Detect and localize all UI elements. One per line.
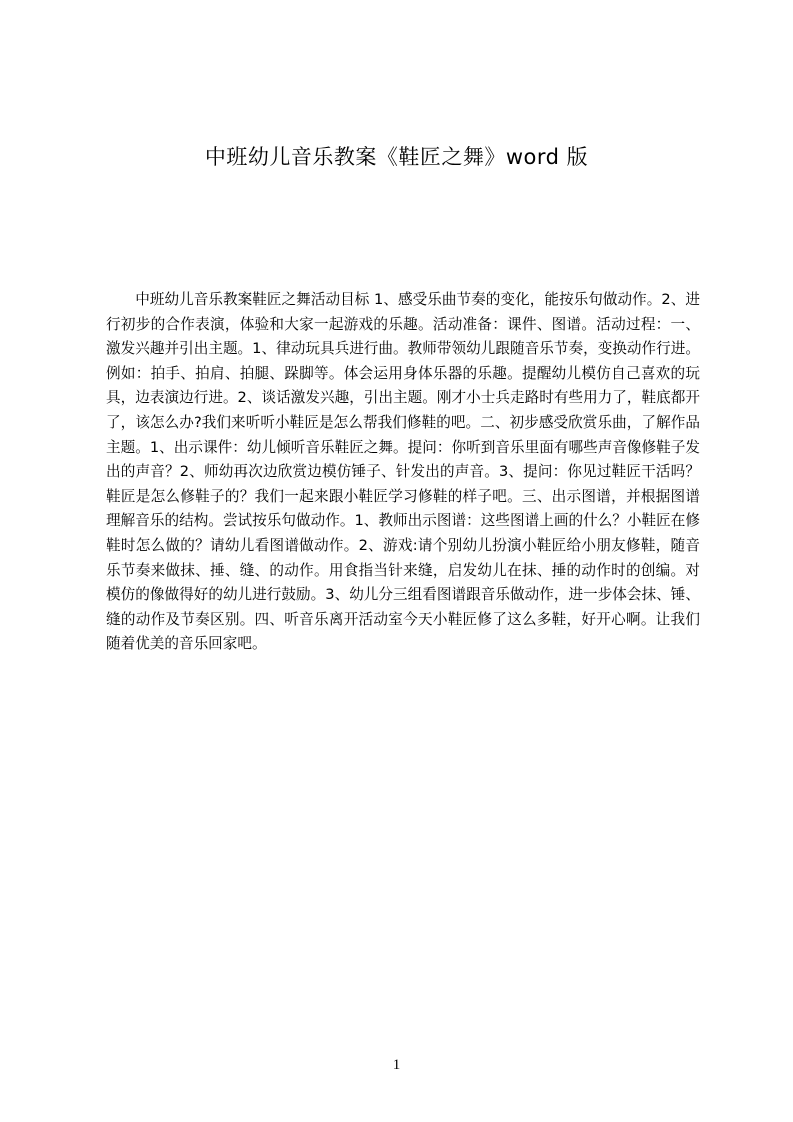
document-title: 中班幼儿音乐教案《鞋匠之舞》word 版	[204, 145, 589, 169]
page-number: 1	[392, 1057, 401, 1073]
document-body-paragraph: 中班幼儿音乐教案鞋匠之舞活动目标 1、感受乐曲节奏的变化，能按乐句做动作。2、进行初步的合作表演，体验和大家一起游戏的乐趣。活动准备：课件、图谱。活动过程：一、激发兴趣并引出主题。1、律动玩具兵进行曲。教师带领幼儿跟随音乐节奏，变换动作行进。例如：拍手、拍肩、拍腿、跺脚等。体会运用身体乐器的乐趣。提醒幼儿模仿自己喜欢的玩具，边表演边行进。2、谈话激发兴趣，引出主题。刚才小士兵走路时有些用力了，鞋底都开了，该怎么办?我们来听听小鞋匠是怎么帮我们修鞋的吧。二、初步感受欣赏乐曲，了解作品主题。1、出示课件：幼儿倾听音乐鞋匠之舞。提问：你听到音乐里面有哪些声音像修鞋子发出的声音？2、师幼再次边欣赏边模仿锤子、针发出的声音。3、提问：你见过鞋匠干活吗？鞋匠是怎么修鞋子的？我们一起来跟小鞋匠学习修鞋的样子吧。三、出示图谱，并根据图谱理解音乐的结构。尝试按乐句做动作。1、教师出示图谱：这些图谱上画的什么？小鞋匠在修鞋时怎么做的？请幼儿看图谱做动作。2、游戏:请个别幼儿扮演小鞋匠给小朋友修鞋，随音乐节奏来做抹、捶、缝、的动作。用食指当针来缝，启发幼儿在抹、捶的动作时的创编。对模仿的像做得好的幼儿进行鼓励。3、幼儿分三组看图谱跟音乐做动作，进一步体会抹、锤、缝的动作及节奏区别。四、听音乐离开活动室今天小鞋匠修了这么多鞋，好开心啊。让我们随着优美的音乐回家吧。	[106, 291, 700, 653]
